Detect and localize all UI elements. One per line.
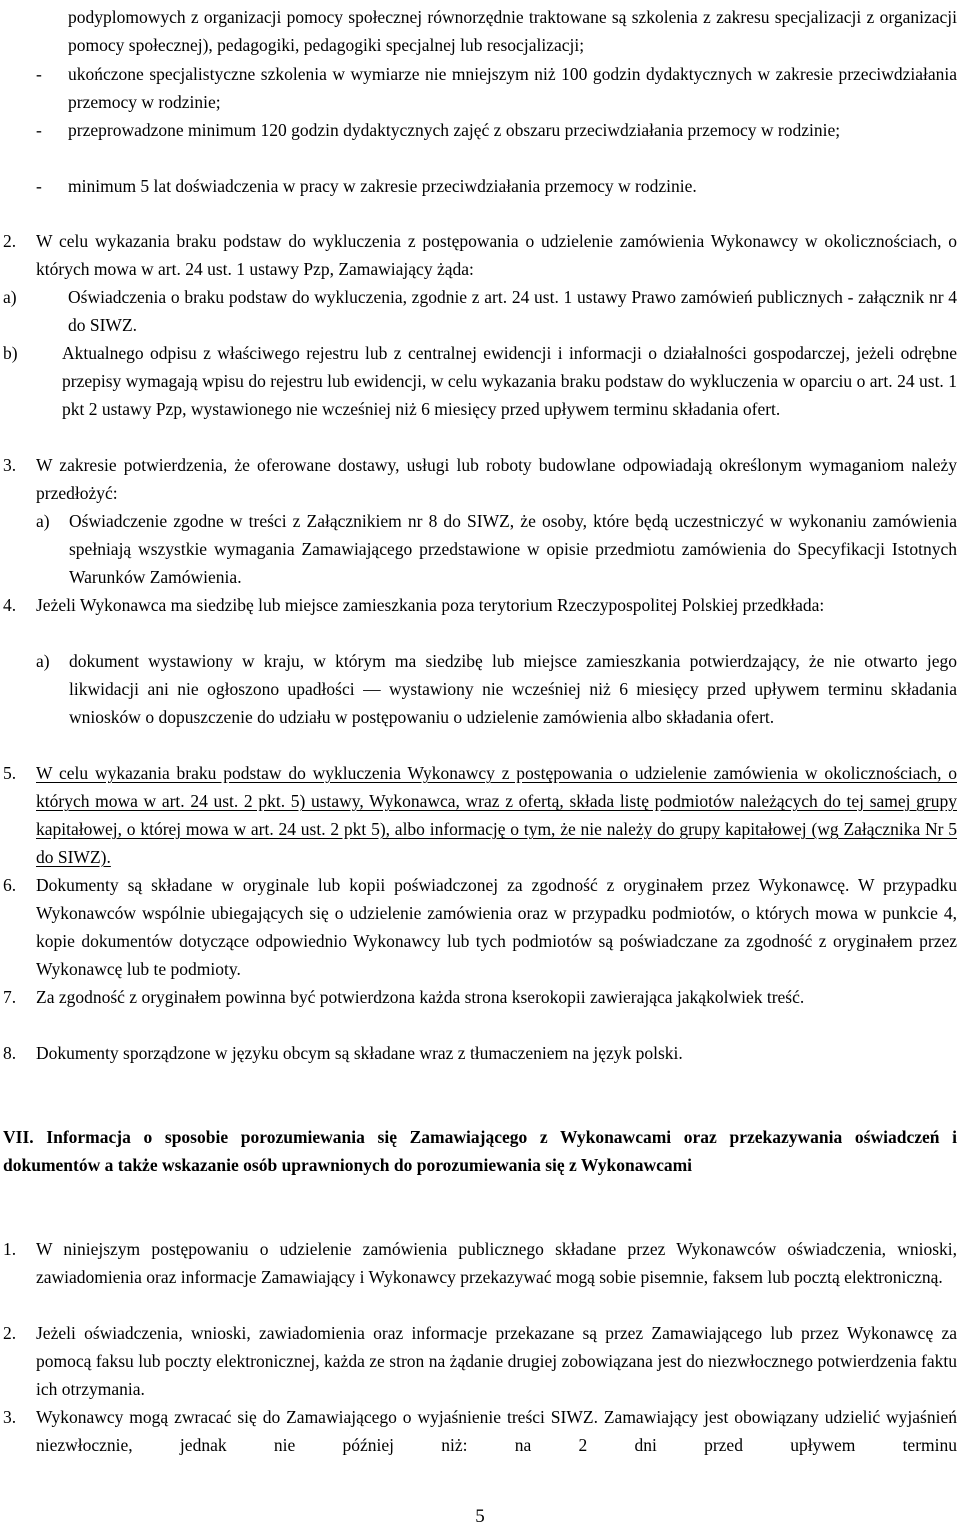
sub-item-text: Oświadczenie zgodne w treści z Załącznikiem nr 8 do SIWZ, że osoby, które będą uczestniczyć w wykonaniu zamówienia spełniają wszystkie wymagania Zamawiającego przedstawione w opisie przedmiotu zamówienia do Specyfikacji Istotnych Warunków Zamówienia. [69,511,957,587]
sub-item-text: dokument wystawiony w kraju, w którym ma siedzibę lub miejsce zamieszkania potwierdzający, że nie otwarto jego likwidacji ani nie ogłoszono upadłości — wystawiony nie wcześniej niż 6 miesięcy przed upływem terminu składania wniosków o dopuszczenie do udziału w postępowaniu o udzielenie zamówienia albo składania ofert. [69,651,957,727]
dash-marker: - [36,120,42,140]
list-number: 2. [3,231,17,251]
list-item-text: W celu wykazania braku podstaw do wykluczenia z postępowania o udzielenie zamówienia Wykonawcy w okolicznościach, o których mowa w art. 24 ust. 1 ustawy Pzp, Zamawiający żąda: [36,231,957,279]
list-item-2 [3,227,957,283]
list-item-text: W niniejszym postępowaniu o udzielenie zamówienia publicznego składane przez Wykonawców oświadczenia, wnioski, zawiadomienia oraz informacje Zamawiający i Wykonawcy przekazywać mogą sobie pisemnie, faksem lub pocztą elektroniczną. [36,1239,957,1287]
sub-marker: b) [3,343,18,363]
dash-item-text: ukończone specjalistyczne szkolenia w wymiarze nie mniejszym niż 100 godzin dydaktycznych w zakresie przeciwdziałania przemocy w rodzinie; [68,64,957,112]
list-item-text: Jeżeli oświadczenia, wnioski, zawiadomienia oraz informacje przekazane są przez Zamawiającego lub przez Wykonawcę za pomocą faksu lub poczty elektronicznej, każda ze stron na żądanie drugiej zobowiązana jest do niezwłocznego potwierdzenia faktu ich otrzymania. [36,1323,957,1399]
sub-item-a [3,283,957,339]
list-item-text: Dokumenty są składane w oryginale lub kopii poświadczonej za zgodność z oryginałem przez Wykonawcę. W przypadku Wykonawców wspólnie ubiegających się o udzielenie zamówienia oraz w przypadku podmiotów, o których mowa w punkcie 4, kopie dokumentów dotyczące odpowiednio Wykonawcy lub tych podmiotów są poświadczane za zgodność z oryginałem przez Wykonawcę lub te podmioty. [36,875,957,979]
list-item-7 [3,983,957,1011]
sub-marker: a) [36,511,50,531]
list-item-text: Wykonawcy mogą zwracać się do Zamawiającego o wyjaśnienie treści SIWZ. Zamawiający jest obowiązany udzielić wyjaśnień niezwłocznie, jednak nie później niż: na 2 dni przed upływem terminu [36,1407,957,1455]
list-item-text: Jeżeli Wykonawca ma siedzibę lub miejsce zamieszkania poza terytorium Rzeczypospolitej Polskiej przedkłada: [36,595,825,615]
dash-item-text: minimum 5 lat doświadczenia w pracy w zakresie przeciwdziałania przemocy w rodzinie. [68,176,697,196]
list-number: 7. [3,987,17,1007]
list-number: 4. [3,595,17,615]
sub-item-a [36,507,957,591]
section-item [3,1319,957,1403]
list-item-text: W zakresie potwierdzenia, że oferowane dostawy, usługi lub roboty budowlane odpowiadają określonym wymaganiom należy przedłożyć: [36,455,957,503]
dash-item [36,172,957,200]
list-number: 6. [3,875,17,895]
list-number: 2. [3,1323,17,1343]
dash-item [36,116,957,144]
top-continuation: podyplomowych z organizacji pomocy społecznej równorzędnie traktowane są szkolenia z zakresu specjalizacji z organizacji pomocy społecznej), pedagogiki, pedagogiki specjalnej lub resocjalizacji; [68,7,957,55]
section-item [3,1235,957,1291]
list-number: 1. [3,1239,17,1259]
list-item-8 [3,1039,957,1067]
list-number: 3. [3,1407,17,1427]
list-item-text: Za zgodność z oryginałem powinna być potwierdzona każda strona kserokopii zawierająca jakąkolwiek treść. [36,987,805,1007]
sub-marker: a) [3,287,17,307]
list-item-text: Dokumenty sporządzone w języku obcym są składane wraz z tłumaczeniem na język polski. [36,1043,683,1063]
list-item-3 [3,451,957,507]
sub-item-text: Aktualnego odpisu z właściwego rejestru lub z centralnej ewidencji i informacji o działalności gospodarczej, jeżeli odrębne przepisy wymagają wpisu do rejestru lub ewidencji, w celu wykazania braku podstaw do wykluczenia w oparciu o art. 24 ust. 1 pkt 2 ustawy Pzp, wystawionego nie wcześniej niż 6 miesięcy przed upływem terminu składania ofert. [62,343,957,419]
sub-item-text: Oświadczenia o braku podstaw do wykluczenia, zgodnie z art. 24 ust. 1 ustawy Prawo zamówień publicznych - załącznik nr 4 do SIWZ. [68,287,957,335]
list-item-text: W celu wykazania braku podstaw do wykluczenia Wykonawcy z postępowania o udzielenie zamówienia w okolicznościach, o których mowa w art. 24 ust. 2 pkt. 5) ustawy, Wykonawca, wraz z ofertą, składa listę podmiotów należących do tej samej grupy kapitałowej, o której mowa w art. 24 ust. 2 pkt 5), albo informację o tym, że nie należy do grupy kapitałowej (wg Załącznika Nr 5 do SIWZ). [36,763,957,867]
dash-marker: - [36,176,42,196]
page-number: 5 [475,1506,485,1527]
list-number: 3. [3,455,17,475]
list-number: 8. [3,1043,17,1063]
dash-item [36,60,957,116]
list-item-4 [3,591,957,619]
dash-item-text: przeprowadzone minimum 120 godzin dydaktycznych zajęć z obszaru przeciwdziałania przemocy w rodzinie; [68,120,841,140]
section-item [3,1403,957,1459]
list-item-6 [3,871,957,983]
list-item-5 [3,759,957,871]
sub-item-b [3,339,957,423]
sub-marker: a) [36,651,50,671]
section-heading: VII. Informacja o sposobie porozumiewania się Zamawiającego z Wykonawcami oraz przekazywania oświadczeń i dokumentów a także wskazanie osób uprawnionych do porozumiewania się z Wykonawcami [3,1127,957,1175]
dash-marker: - [36,64,42,84]
sub-item-a [36,647,957,731]
list-number: 5. [3,763,17,783]
